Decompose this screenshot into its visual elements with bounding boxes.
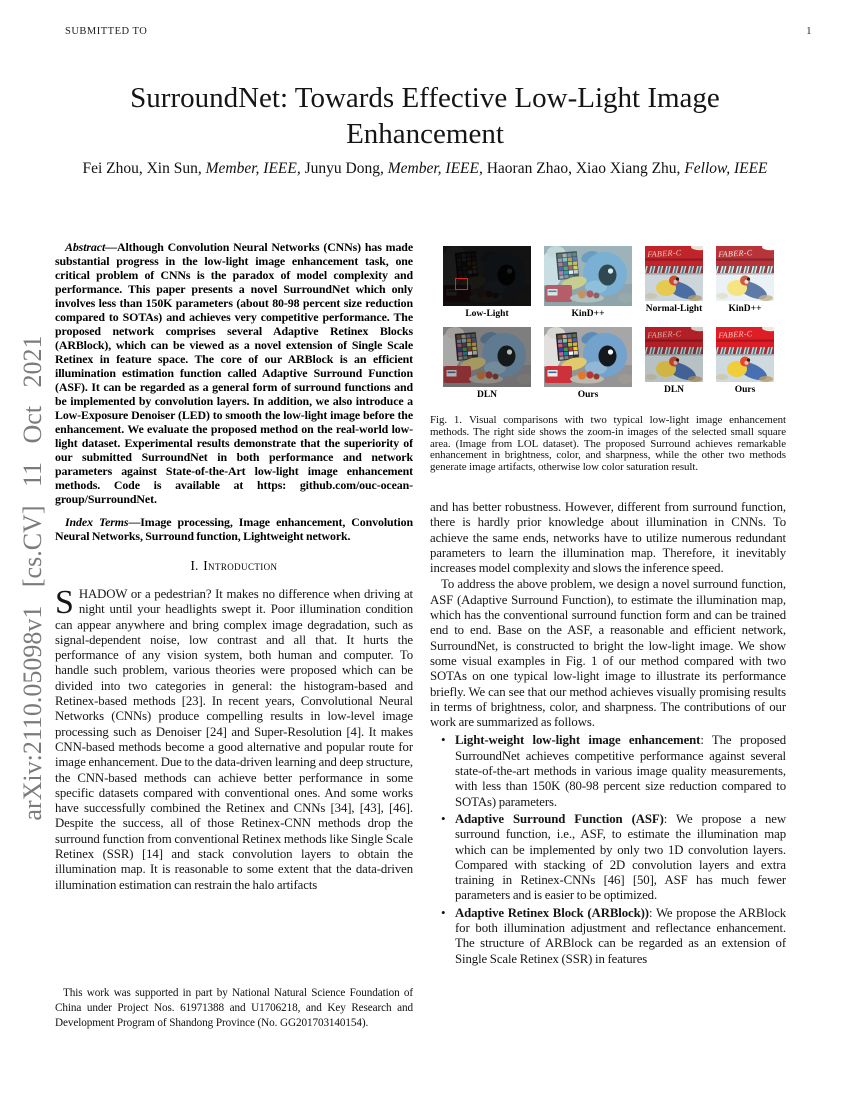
contribution-list	[430, 733, 786, 966]
paper-title-text: SurroundNet: Towards Effective Low-Light Image Enhancement	[130, 82, 720, 150]
intro-paragraph-1-text: HADOW or a pedestrian? It makes no difference when driving at night until your headlights swept it. Poor illumination condition can appear anywhere and bring complex image degradation, such as signal-dependent noise, low contrast and all that. It hurts the performance of any vision system, both human and computer. To handle such problem, various theories were proposed which can be divided into two categories in general: the histogram-based and Retinex-based methods [23]. In recent years, Convolutional Neural Networks (CNNs) produce compelling results in low-level image processing such as Denoiser [24] and Super-Resolution [4]. It makes CNN-based methods become a good alternative and popular route for image enhancement. Due to the data-driven learning and deep structure, the CNN-based methods can achieve better performance in some specific datasets compared with conventional ones. And some works have successfully combined the Retinex and CNNs [34], [43], [46]. Despite the success, all of those Retinex-CNN methods drop the surround function from conventional Retinex methods like Single Scale Retinex (SSR) [14] and stack convolution layers to obtain the illumination map. It is reasonable to some extent that the data-driven illumination estimation can restrain the halo artifacts	[55, 587, 413, 892]
intro-continuation-paragraph: and has better robustness. However, different from surround function, there is hardly prior knowledge about illumination in CNNs. To achieve the same ends, networks have to utilize numerous redundant parameters to learn the illumination map. Therefore, it inevitably increases model complexity and slows the inference speed.	[430, 499, 786, 576]
fig-label-kind-crop: KinD++	[728, 304, 762, 314]
figure-cell	[716, 246, 774, 319]
figure-cell	[544, 246, 632, 319]
scene-illustration	[544, 246, 632, 306]
author-role: Member, IEEE,	[387, 160, 483, 177]
scene-illustration	[443, 327, 531, 387]
fig-label-kind-full: KinD++	[571, 309, 605, 319]
crop-illustration	[645, 327, 703, 382]
contribution-item-3-text: : We propose the ARBlock for both illumination adjustment and reflectance enhancement. The structure of ARBlock can be regarded as an extension of Single Scale Retinex (SSR) in features	[455, 905, 786, 966]
author-role: Fellow, IEEE	[684, 160, 768, 177]
fig-label-low-light: Low-Light	[465, 309, 509, 319]
arxiv-watermark: arXiv:2110.05098v1 [cs.CV] 11 Oct 2021	[18, 335, 47, 821]
figure-cell	[645, 327, 703, 400]
figure-cell	[716, 327, 774, 400]
contribution-item-2-text: : We propose a new surround function, i.e., ASF, to estimate the illumination map which can be implemented by only two 1D convolution layers. Compared with stacking of 2D convolution layers and extra training in Retinex-CNNs [46] [50], ASF has much fewer parameters and is easier to be optimized.	[455, 811, 786, 903]
crop-illustration	[716, 327, 774, 382]
figure-cell	[443, 327, 531, 400]
drop-cap: S	[55, 584, 74, 621]
author-names: Haoran Zhao, Xiao Xiang Zhu,	[482, 160, 685, 177]
figure-caption	[430, 415, 786, 474]
fig-image-ours-crop	[716, 327, 774, 382]
fig-label-ours-crop: Ours	[734, 385, 756, 395]
fig-image-dln-crop	[645, 327, 703, 382]
contribution-item-2	[430, 812, 786, 904]
right-column	[430, 241, 786, 967]
running-header	[65, 26, 812, 37]
fig-image-kind-full	[544, 246, 632, 306]
author-names: Junyu Dong,	[300, 160, 388, 177]
contribution-item-1-lead: Light-weight low-light image enhancement	[455, 733, 701, 748]
fig-image-ours-full	[544, 327, 632, 387]
figure-caption-label: Fig. 1.	[430, 414, 462, 426]
figure-row-2	[443, 327, 786, 400]
section-title: Introduction	[203, 558, 278, 573]
scene-illustration	[443, 246, 531, 306]
contribution-item-3-lead: Adaptive Retinex Block (ARBlock))	[455, 905, 649, 920]
contribution-item-1-text: : The proposed SurroundNet achieves competitive performance against several state-of-the-art methods in various image quality measurements, with less than 150K (80-98 percent size reduction compared to SOTAs) parameters.	[455, 733, 786, 809]
index-terms-label: Index Terms	[65, 515, 129, 529]
section-heading-introduction	[55, 558, 413, 574]
abstract-label: Abstract	[65, 240, 106, 254]
fig-image-normal-crop	[645, 246, 703, 301]
fig-label-dln-crop: DLN	[663, 385, 685, 395]
author-role: Member, IEEE,	[205, 160, 301, 177]
fig-image-dln-full	[443, 327, 531, 387]
author-line	[0, 160, 850, 178]
thanks-footnote: This work was supported in part by National Natural Science Foundation of China under Project Nos. 61971388 and U1706218, and Key Research and Development Program of Shandong Province (No. GG201703140154).	[55, 984, 413, 1030]
figure-row-1	[443, 246, 786, 319]
index-terms-text: —Image processing, Image enhancement, Convolution Neural Networks, Surround function, Lightweight network.	[55, 515, 413, 543]
fig-image-kind-crop	[716, 246, 774, 301]
figure-caption-text: Visual comparisons with two typical low-light image enhancement methods. The right side shows the zoom-in images of the selected small square area. (Image from LOL dataset). The proposed Surround achieves remarkable enhancement in brightness, color, and sharpness, while the other two methods generate image artifacts, otherwise low color saturation result.	[430, 414, 786, 474]
left-column	[55, 240, 413, 984]
intro-paragraph-1	[55, 584, 413, 893]
crop-illustration	[645, 246, 703, 301]
contribution-item-3	[430, 906, 786, 967]
figure-1	[430, 246, 786, 474]
paper-title	[0, 80, 850, 152]
abstract-paragraph	[55, 240, 413, 506]
page-number: 1	[806, 26, 812, 37]
figure-cell	[443, 246, 531, 319]
intro-paragraph-3: To address the above problem, we design a novel surround function, ASF (Adaptive Surround Function), to estimate the illumination map, which has the conventional surround function form and can be trained end to end. Base on the ASF, a reasonable and efficient network, SurroundNet, is constructed to bright the low-light image. We show some visual examples in Fig. 1 of our method compared with two SOTAs on one typical low-light image to illustrate its performance briefly. We can see that our method achieves visually promising results in terms of brightness, color, and sharpness. The contributions of our work are summarized as follows.	[430, 577, 786, 730]
author-names: Fei Zhou, Xin Sun,	[82, 160, 206, 177]
fig-label-normal-crop: Normal-Light	[645, 304, 703, 314]
fig-label-ours-full: Ours	[577, 390, 599, 400]
index-terms-paragraph	[55, 515, 413, 543]
fig-image-low-light	[443, 246, 531, 306]
scene-illustration	[544, 327, 632, 387]
figure-cell	[544, 327, 632, 400]
figure-cell	[645, 246, 703, 319]
selection-square	[455, 278, 468, 290]
contribution-item-1	[430, 733, 786, 809]
contribution-item-2-lead: Adaptive Surround Function (ASF)	[455, 811, 664, 826]
crop-illustration	[716, 246, 774, 301]
abstract-text: —Although Convolution Neural Networks (CNNs) has made substantial progress in the low-light image enhancement task, one critical problem of CNNs is the paradox of model complexity and performance. This paper presents a novel SurroundNet which only involves less than 150K parameters (about 80-98 percent size reduction compared to SOTAs) and achieves very competitive performance. The proposed network comprises several Adaptive Retinex Blocks (ARBlock), which can be viewed as a novel extension of Single Scale Retinex in feature space. The core of our ARBlock is an efficient illumination estimation function called Adaptive Surround Function (ASF). It can be regarded as a general form of surround functions and be implemented by convolution layers. In addition, we also introduce a Low-Exposure Denoiser (LED) to smooth the low-light image before the enhancement. We evaluate the proposed method on the real-world low-light dataset. Experimental results demonstrate that the superiority of our submitted SurroundNet in both performance and network parameters against State-of-the-Art low-light image enhancement methods. Code is available at https: github.com/ouc-ocean-group/SurroundNet.	[55, 240, 413, 506]
fig-label-dln-full: DLN	[476, 390, 498, 400]
section-number: I.	[190, 558, 199, 573]
running-head-text: SUBMITTED TO	[65, 26, 148, 37]
